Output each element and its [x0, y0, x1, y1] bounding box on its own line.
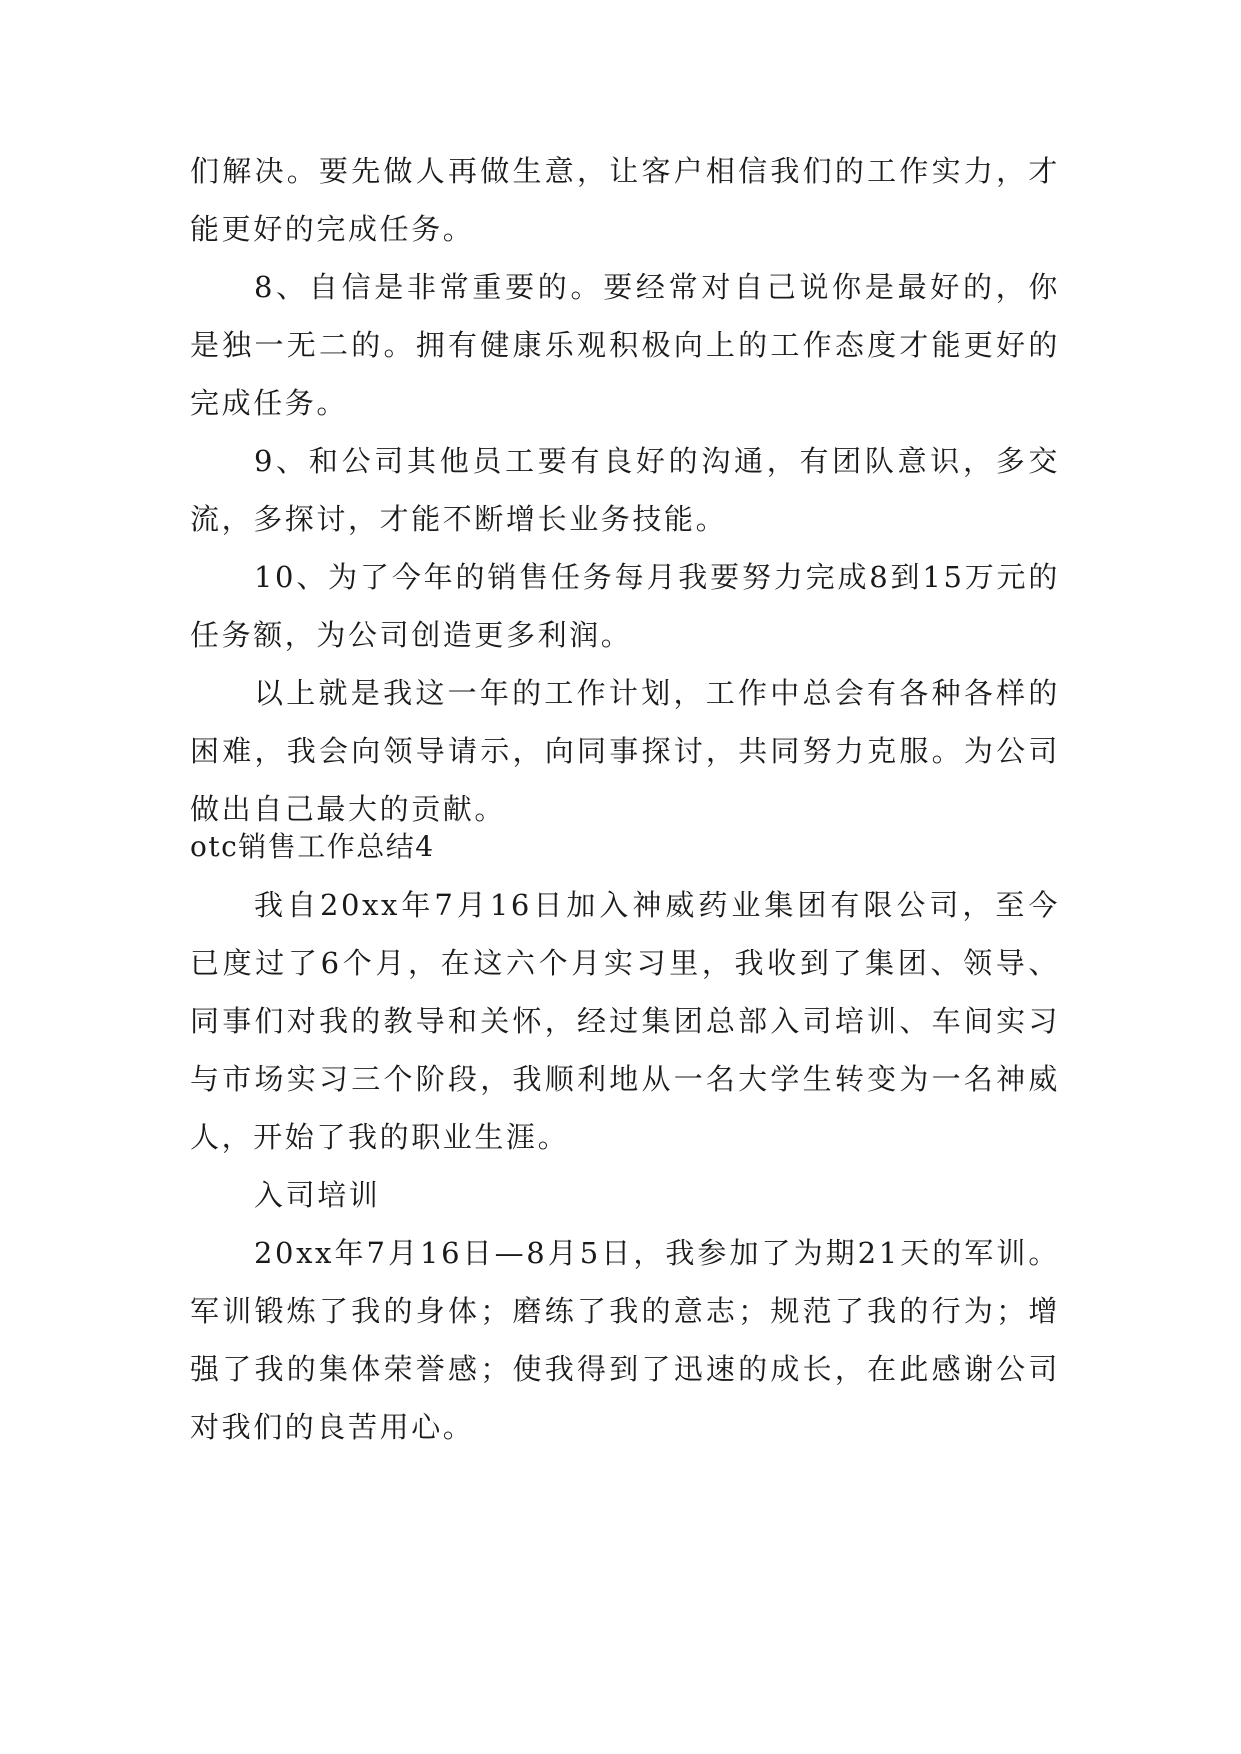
- subheading-training: 入司培训: [254, 1178, 381, 1212]
- paragraph-conclusion: 以上就是我这一年的工作计划，工作中总会有各种各样的困难，我会向领导请示，向同事探讨，共同努力克服。为公司做出自己最大的贡献。: [190, 676, 1060, 826]
- paragraph-item-8: 8、自信是非常重要的。要经常对自己说你是最好的，你是独一无二的。拥有健康乐观积极向上的工作态度才能更好的完成任务。: [190, 270, 1060, 420]
- paragraph-intro: 我自20xx年7月16日加入神威药业集团有限公司，至今已度过了6个月，在这六个月实习里，我收到了集团、领导、同事们对我的教导和关怀，经过集团总部入司培训、车间实习与市场实习三个阶段，我顺利地从一名大学生转变为一名神威人，开始了我的职业生涯。: [190, 888, 1060, 1154]
- section-heading: otc销售工作总结4: [190, 830, 435, 863]
- paragraph-item-10: 10、为了今年的销售任务每月我要努力完成8到15万元的任务额，为公司创造更多利润。: [190, 560, 1060, 652]
- section-top: [190, 142, 1060, 838]
- paragraph-military-training: 20xx年7月16日—8月5日，我参加了为期21天的军训。军训锻炼了我的身体；磨练了我的意志；规范了我的行为；增强了我的集体荣誉感；使我得到了迅速的成长，在此感谢公司对我们的良苦用心。: [190, 1236, 1060, 1444]
- paragraph-continuation: 们解决。要先做人再做生意，让客户相信我们的工作实力，才能更好的完成任务。: [190, 154, 1060, 246]
- section-bottom: [190, 818, 1060, 1456]
- paragraph-item-9: 9、和公司其他员工要有良好的沟通，有团队意识，多交流，多探讨，才能不断增长业务技能。: [190, 444, 1060, 536]
